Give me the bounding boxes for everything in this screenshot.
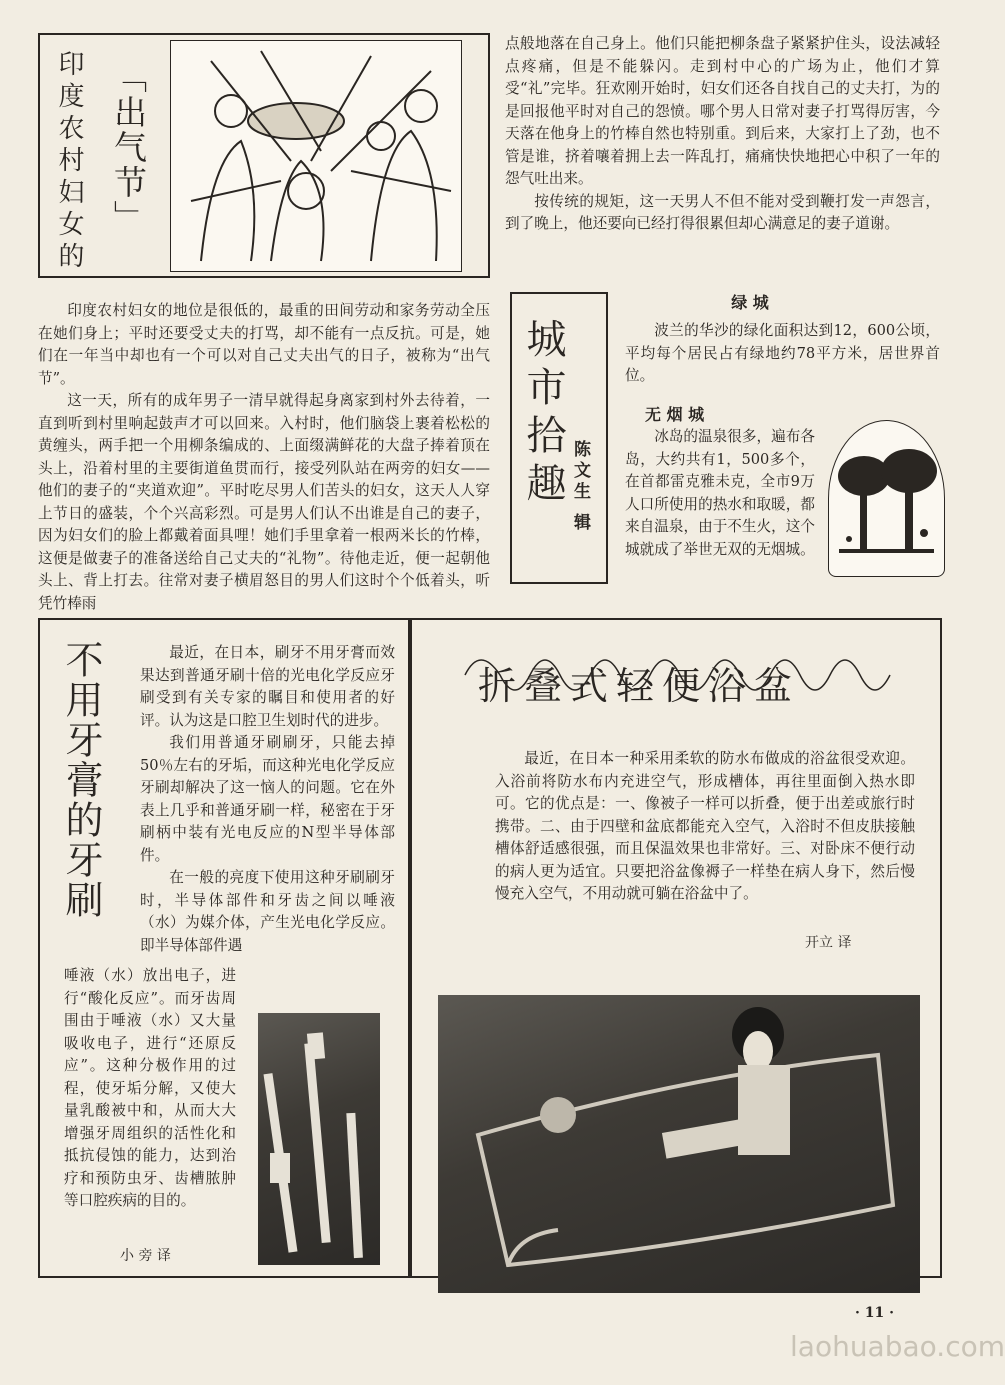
green-city-text: 波兰的华沙的绿化面积达到12，600公顷，平均每个居民占有绿地约78平方米，居世界首位。 (625, 322, 940, 384)
toothbrush-body-lower (64, 965, 236, 1213)
toothbrush-p2: 我们用普通牙刷刷牙，只能去掉50％左右的牙垢，而这种光电化学反应牙刷却解决了这一恼人的问题。它在外表上几乎和普通牙刷一样，秘密在于牙刷柄中装有光电反应的N型半导体部件。 (140, 734, 395, 864)
festival-illustration (170, 40, 462, 272)
toothbrush-translator: 小 旁 译 (120, 1248, 171, 1264)
bathtub-photo-drawing (438, 995, 920, 1293)
festival-body-right-p2: 按传统的规矩，这一天男人不但不能对受到鞭打发一声怨言，到了晚上，他还要向已经打得很累但却心满意足的妻子道谢。 (505, 192, 940, 232)
green-city-body (625, 320, 940, 388)
toothbrush-photo (258, 1013, 380, 1265)
toothbrush-body-top (140, 642, 395, 957)
festival-illustration-drawing (171, 41, 461, 271)
festival-body-right-p1: 点般地落在自己身上。他们只能把柳条盘子紧紧护住头，设法减轻点疼痛，但是不能躲闪。走到村中心的广场为止，他们才算受“礼”完毕。狂欢刚开始时，妇女们还各自找自己的丈夫打，为的是回报他平时对自己的怨愤。哪个男人日常对妻子打骂得厉害，今天落在他身上的竹棒自然也特别重。到后来，大家打上了劲，也不管是谁，挤着嚷着拥上去一阵乱打，痛痛快快地把心中积了一年的怨气吐出来。 (505, 35, 940, 187)
festival-body-left-p1: 印度农村妇女的地位是很低的，最重的田间劳动和家务劳动全压在她们身上；平时还要受丈夫的打骂，却不能有一点反抗。可是，她们在一年当中却也有一个可以对自己丈夫出气的日子，被称为“出气节”。 (38, 302, 490, 387)
festival-body-left-p2: 这一天，所有的成年男子一清早就得起身离家到村外去待着，一直到听到村里响起鼓声才可以回来。入村时，他们脑袋上裹着松松的黄缠头，两手把一个用柳条编成的、上面缀满鲜花的大盘子捧着顶在头上，沿着村里的主要街道鱼贯而行，接受列队站在两旁的妇女——他们的妻子的“夹道欢迎”。平时吃尽男人们苦头的妇女，这天人人穿上节日的盛装，个个兴高彩烈。可是男人们认不出谁是自己的妻子，因为妇女们的脸上都戴着面具哩！她们手里拿着一根两米长的竹棒，这便是做妻子的准备送给自己丈夫的“礼物”。待他走近，便一起朝他头上、背上打去。往常对妻子横眉怒目的男人们这时个个低着头，听凭竹棒雨 (38, 392, 490, 612)
bathtub-photo (438, 995, 920, 1293)
festival-body-right (505, 33, 940, 236)
toothbrush-p1: 最近，在日本，刷牙不用牙膏而效果达到普通牙刷十倍的光电化学反应牙刷受到有关专家的瞩目和使用者的好评。认为这是口腔卫生划时代的进步。 (140, 644, 395, 729)
bathtub-title: 折叠式轻便浴盆 (478, 664, 801, 708)
bathtub-body (495, 748, 915, 906)
toothbrush-p3: 在一般的亮度下使用这种牙刷刷牙时，半导体部件和牙齿之间以唾液（水）为媒介体，产生光电化学反应。即半导体部件遇 (140, 869, 395, 954)
watermark: laohuabao.com (790, 1330, 1005, 1363)
city-illustration (828, 420, 945, 577)
city-byline: 陈文生 辑 (570, 440, 590, 534)
smokeless-city-text: 冰岛的温泉很多，遍布各岛，大约共有1，500多个，在首都雷克雅未克，全市9万人口所使用的热水和取暖，都来自温泉，由于不生火，这个城就成了举世无双的无烟城。 (625, 428, 815, 558)
toothbrush-title: 不用牙膏的牙刷 (59, 640, 103, 920)
toothbrush-photo-drawing (258, 1013, 380, 1265)
festival-title-line1: 印度农村妇女的 (54, 50, 84, 274)
page-number: · 11 · (855, 1305, 894, 1321)
toothbrush-p4: 唾液（水）放出电子，进行“酸化反应”。而牙齿周围由于唾液（水）又大量吸收电子，进行“还原反应”。这种分极作用的过程，使牙垢分解，又使大量乳酸被中和，从而大大增强牙周组织的活性化和抵抗侵蚀的能力，达到治疗和预防虫牙、齿槽脓肿等口腔疾病的目的。 (64, 967, 236, 1209)
green-city-heading: 绿 城 (731, 293, 769, 312)
festival-title-line2: 「出气节」 (109, 60, 148, 235)
smokeless-city-heading: 无 烟 城 (645, 405, 705, 424)
smokeless-city-body (625, 426, 815, 561)
festival-body-left (38, 300, 490, 615)
trees-drawing (829, 421, 944, 576)
city-title: 城市拾趣 (520, 318, 566, 510)
bathtub-title-decoration (455, 630, 925, 720)
bathtub-translator: 开立 译 (805, 935, 852, 951)
bathtub-text: 最近，在日本一种采用柔软的防水布做成的浴盆很受欢迎。入浴前将防水布内充进空气，形成槽体，再往里面倒入热水即可。它的优点是：一、像被子一样可以折叠，便于出差或旅行时携带。二、由于四壁和盆底都能充入空气，入浴时不但皮肤接触槽体舒适感很强，而且保温效果也非常好。三、对卧床不便行动的病人更为适宜。只要把浴盆像褥子一样垫在病人身下，然后慢慢充入空气，不用动就可躺在浴盆中了。 (495, 750, 915, 902)
